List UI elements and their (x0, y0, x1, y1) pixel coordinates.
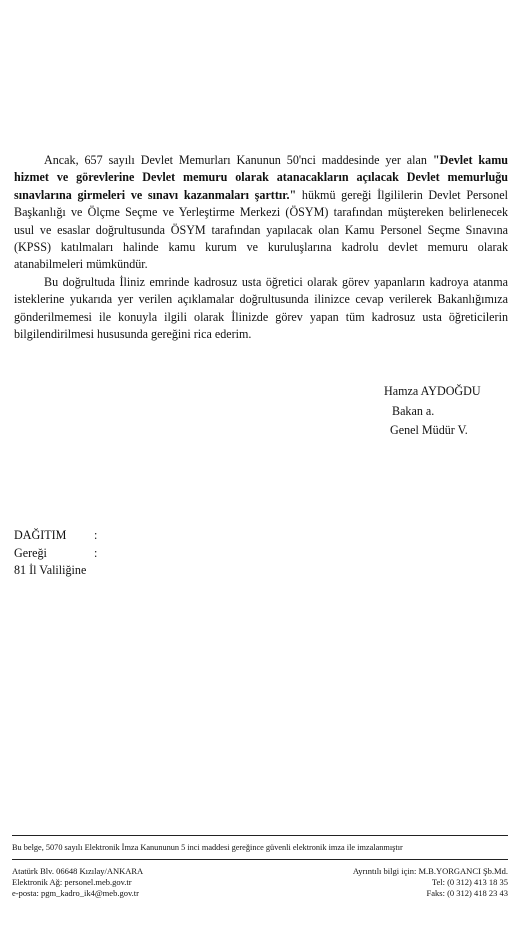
footer-divider-bottom (12, 859, 508, 860)
e-signature-note: Bu belge, 5070 sayılı Elektronik İmza Kanununun 5 inci maddesi gereğince güvenli elektronik imza ile imzalanmıştır (12, 843, 403, 852)
distribution-colon: : (94, 528, 98, 542)
paragraph-2: Bu doğrultuda İliniz emrinde kadrosuz usta öğretici olarak görev yapanların kadroya atanma isteklerine yukarıda yer verilen açıklamalar doğrultusunda ilinizce cevap verilerek Bakanlığımıza gönderilmemesi ile konuyla ilgili olarak İlinizde görev yapan tüm kadrosuz usta öğreticilerin bilgilendirilmesi hususunda gereğini rica ederim. (14, 274, 508, 342)
footer-network: Elektronik Ağ: personel.meb.gov.tr (12, 877, 132, 888)
letter-body (14, 152, 508, 343)
paragraph-1-intro: Ancak, 657 sayılı Devlet Memurları Kanunun 50'nci maddesinde yer alan (44, 153, 433, 167)
distribution-recipient: 81 İl Valiliğine (14, 563, 87, 577)
paragraph-1-rest: hükmü gereği İlgililerin Devlet Personel Başkanlığı ve Ölçme Seçme ve Yerleştirme Merkezi (ÖSYM) tarafından müştereken belirlenecek usul ve esaslar doğrultusunda ÖSYM tarafından yapılacak olan Kamu Personel Seçme Sınavına (KPSS) katılmaları halinde kamu kurum ve kuruluşlarına kadrolu devlet memuru olarak atanabilmeleri mümkündür. (14, 187, 508, 272)
distribution-action-row (14, 545, 97, 563)
signatory-role: Genel Müdür V. (390, 423, 468, 437)
footer-phone: Tel: (0 312) 413 18 35 (431, 877, 508, 888)
footer-contact-left (12, 866, 143, 900)
signatory-title: Bakan a. (392, 403, 435, 418)
footer-email: e-posta: pgm_kadro_ik4@meb.gov.tr (12, 888, 139, 899)
signature-block (384, 382, 481, 441)
signatory-name: Hamza AYDOĞDU (384, 384, 481, 398)
footer-fax: Faks: (0 312) 418 23 43 (426, 888, 508, 899)
paragraph-1 (14, 152, 508, 274)
footer-contact-person: Ayrıntılı bilgi için: M.B.YORGANCI Şb.Md. (352, 866, 508, 876)
distribution-block (14, 527, 97, 580)
footer-address: Atatürk Blv. 06648 Kızılay/ANKARA (12, 866, 144, 876)
paragraph-1-quoted-law: "Devlet kamu hizmet ve görevlerine Devlet memuru olarak atanacakların açılacak Devlet memurluğu sınavlarına girmeleri ve sınavı kazanmaları şarttır." (14, 153, 508, 202)
distribution-heading-row (14, 527, 97, 545)
distribution-action-colon: : (94, 545, 98, 560)
distribution-action-label: Gereği (14, 545, 47, 560)
footer-contact-right (353, 866, 508, 900)
distribution-heading: DAĞITIM (14, 528, 67, 542)
footer-divider-top (12, 835, 508, 836)
